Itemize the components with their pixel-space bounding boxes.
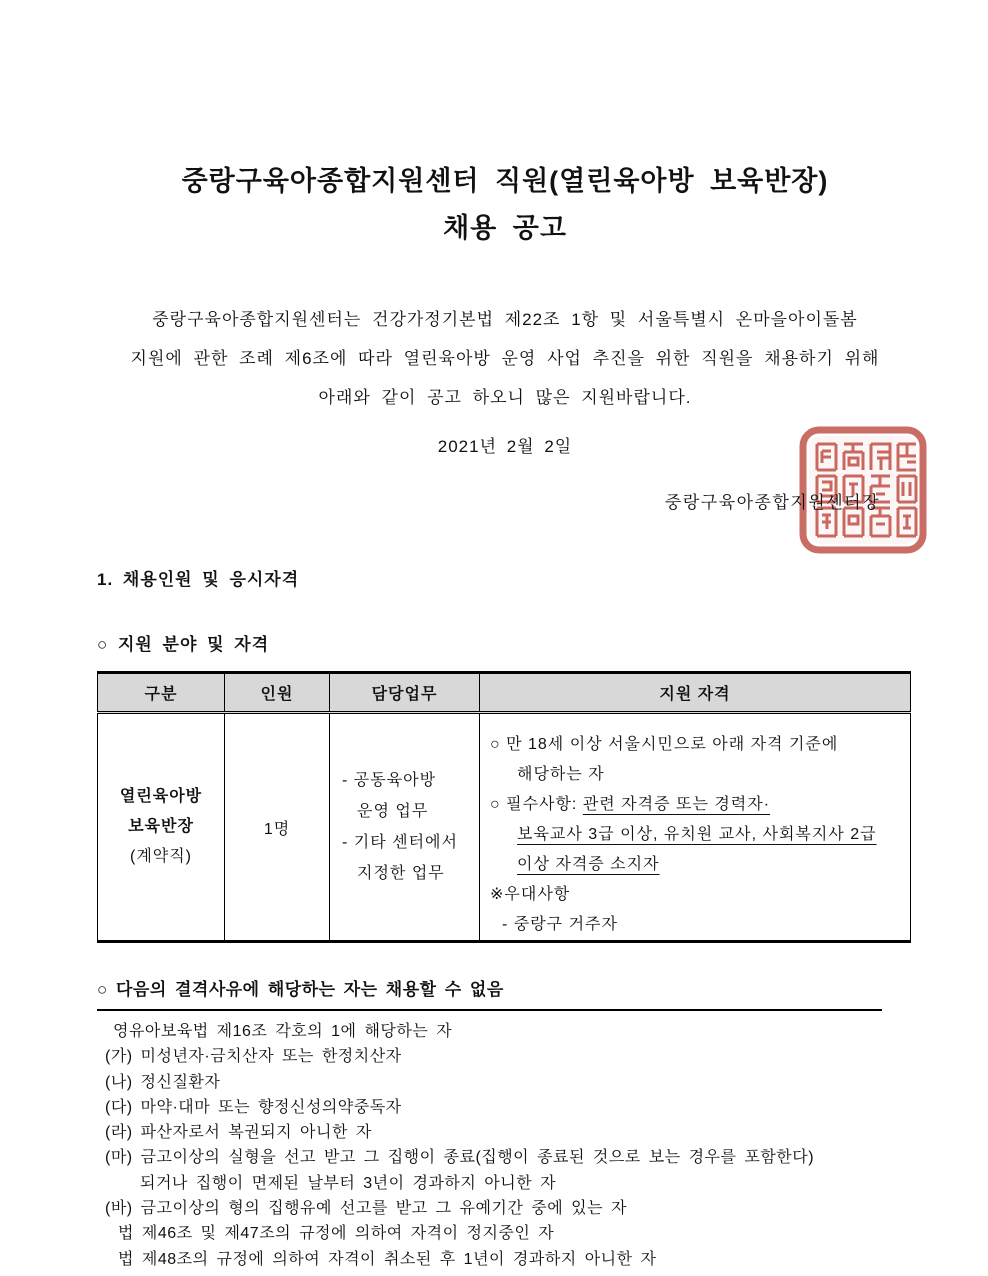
disqualification-item: (가) 미성년자·금치산자 또는 한정치산자 [105, 1048, 402, 1066]
qualification-line [490, 880, 904, 910]
text-segment: 보육교사 3급 이상, 유치원 교사, 사회복지사 2급 [517, 826, 877, 843]
text-segment: 해당하는 자 [517, 766, 605, 783]
intro-paragraph [97, 300, 913, 417]
table-header-cell: 지원 자격 [480, 673, 911, 713]
disqualification-item: (마) 금고이상의 실형을 선고 받고 그 집행이 종료(집행이 종료된 것으로 보는 경우를 포함한다) [105, 1149, 815, 1167]
table-header-row [98, 673, 911, 713]
disqualification-item: (나) 정신질환자 [105, 1073, 221, 1091]
disqualification-item: 영유아보육법 제16조 각호의 1에 해당하는 자 [113, 1023, 453, 1040]
category-cell [98, 713, 225, 942]
qualification-line [490, 820, 904, 850]
horizontal-rule [97, 1009, 882, 1011]
table-header-cell: 담당업무 [330, 673, 480, 713]
duty-line: 운영 업무 [357, 803, 429, 820]
text-segment: - 중랑구 거주자 [502, 916, 618, 933]
headcount-cell: 1명 [225, 713, 330, 942]
disqualification-item: 법 제48조의 규정에 의하여 자격이 취소된 후 1년이 경과하지 아니한 자 [118, 1250, 657, 1268]
disqualification-item: (다) 마약·대마 또는 향정신성의약중독자 [105, 1098, 402, 1116]
text-segment: 관련 자격증 또는 경력자· [582, 796, 771, 813]
qualifications-cell [480, 713, 911, 942]
duty-line: - 기타 센터에서 [342, 834, 458, 851]
table-row [98, 713, 911, 942]
text-segment: ※우대사항 [490, 886, 571, 903]
recruitment-table [97, 671, 911, 943]
table-header-cell: 인원 [225, 673, 330, 713]
signer-name: 중랑구육아종합지원센터장 [664, 493, 880, 512]
duties-cell [330, 713, 480, 942]
disqualification-item: (라) 파산자로서 복권되지 아니한 자 [105, 1124, 372, 1142]
sub-heading-fields: ○ 지원 분야 및 자격 [97, 635, 270, 654]
category-line: (계약직) [129, 848, 193, 865]
intro-line: 아래와 같이 공고 하오니 많은 지원바랍니다. [318, 388, 692, 407]
title-line-2: 채용 공고 [443, 213, 567, 243]
section-1-heading: 1. 채용인원 및 응시자격 [97, 570, 300, 589]
category-line: 열린육아방 [119, 788, 203, 805]
sub-heading-disqualify: ○ 다음의 결격사유에 해당하는 자는 채용할 수 없음 [97, 980, 504, 999]
intro-line: 중랑구육아종합지원센터는 건강가정기본법 제22조 1항 및 서울특별시 온마을아이돌봄 [152, 310, 858, 329]
duty-line: - 공동육아방 [342, 772, 437, 789]
category-line: 보육반장 [128, 818, 194, 835]
disqualification-item: (바) 금고이상의 형의 집행유예 선고를 받고 그 유예기간 중에 있는 자 [105, 1200, 627, 1218]
title-line-1: 중랑구육아종합지원센터 직원(열린육아방 보육반장) [181, 166, 829, 196]
qualification-line [490, 730, 904, 760]
qualification-line [490, 760, 904, 790]
disqualification-item: 되거나 집행이 면제된 날부터 3년이 경과하지 아니한 자 [140, 1174, 557, 1192]
duty-line: 지정한 업무 [357, 865, 445, 882]
disqualification-list [97, 1019, 913, 1272]
page-title [97, 158, 913, 252]
text-segment: ○ 필수사항: [490, 796, 583, 813]
text-segment: 이상 자격증 소지자 [517, 856, 660, 873]
text-segment: ○ 만 18세 이상 서울시민으로 아래 자격 기준에 [490, 736, 839, 753]
qualification-line [490, 910, 904, 940]
notice-date: 2021년 2월 2일 [437, 437, 573, 456]
table-header-cell: 구분 [98, 673, 225, 713]
disqualification-item: 법 제46조 및 제47조의 규정에 의하여 자격이 정지중인 자 [118, 1225, 555, 1243]
intro-line: 지원에 관한 조례 제6조에 따라 열린육아방 운영 사업 추진을 위한 직원을 채용하기 위해 [130, 349, 880, 368]
qualification-line [490, 850, 904, 880]
qualification-line [490, 790, 904, 820]
